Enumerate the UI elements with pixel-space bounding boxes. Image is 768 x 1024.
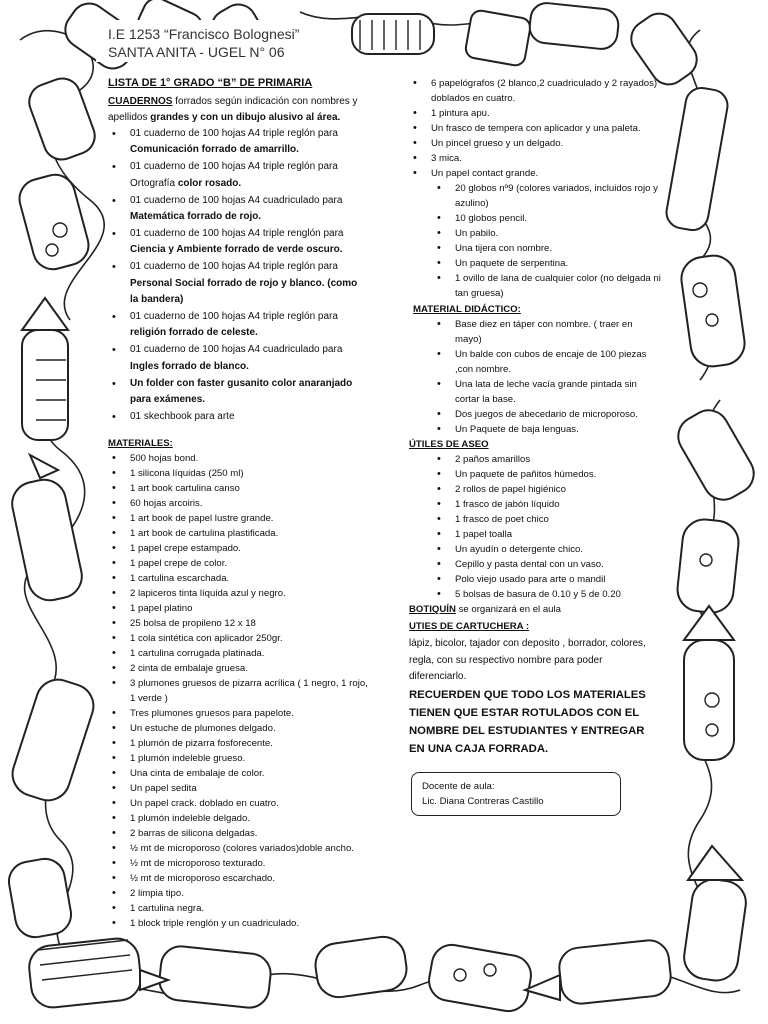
aseo-item: • Cepillo y pasta dental con un vaso.	[409, 557, 661, 572]
supply-item: • Un papel contact grande.	[409, 166, 661, 181]
closing-note: RECUERDEN QUE TODO LOS MATERIALES TIENEN QUE ESTAR ROTULADOS CON EL NOMBRE DEL ESTUDIANTES Y ENTREGAR EN UNA CAJA FORRADA.	[409, 688, 646, 755]
material-item: • 1 cartulina negra.	[108, 901, 368, 916]
supply-subitem: • Un paquete de serpentina.	[409, 256, 661, 271]
cuadernos-intro: CUADERNOS forrados según indicación con nombres y apellidos grandes y con un dibujo alusivo al área.	[108, 96, 358, 123]
material-item: • ½ mt de microporoso (colores variados)doble ancho.	[108, 841, 368, 856]
material-item: • 1 silicona líquidas (250 ml)	[108, 466, 368, 481]
teacher-name: Lic. Diana Contreras Castillo	[422, 795, 544, 807]
material-item: • 1 art book cartulina canso	[108, 481, 368, 496]
supplies-sublist	[409, 181, 661, 301]
material-item: • Un estuche de plumones delgado.	[108, 721, 368, 736]
material-item: • 1 plumón de pizarra fosforecente.	[108, 736, 368, 751]
cuadernos-list	[108, 126, 368, 425]
didactico-item: • Un Paquete de baja lenguas.	[409, 422, 661, 437]
material-item: • 25 bolsa de propileno 12 x 18	[108, 616, 368, 631]
botiquin-note: BOTIQUÍN se organizará en el aula	[409, 604, 561, 615]
material-item: • ½ mt de microporoso texturado.	[108, 856, 368, 871]
supplies-list	[409, 76, 661, 181]
teacher-role: Docente de aula:	[422, 780, 495, 792]
material-item: • 2 barras de silicona delgadas.	[108, 826, 368, 841]
cuaderno-item: • 01 cuaderno de 100 hojas A4 triple reglón para religión forrado de celeste.	[108, 309, 368, 342]
school-name: I.E 1253 “Francisco Bolognesi”	[108, 26, 300, 42]
cartuchera-text: lápiz, bicolor, tajador con deposito , borrador, colores, regla, con su respectivo nombre para poder diferenciarlo.	[409, 638, 646, 682]
aseo-item: • Polo viejo usado para arte o mandil	[409, 572, 661, 587]
material-item: • 1 cola sintética con aplicador 250gr.	[108, 631, 368, 646]
material-item: • 1 block triple renglón y un cuadriculado.	[108, 916, 368, 931]
cuaderno-item: • Un folder con faster gusanito color anaranjado para exámenes.	[108, 376, 368, 409]
left-column	[108, 76, 368, 931]
cuaderno-item: • 01 cuaderno de 100 hojas A4 triple reglón para Personal Social forrado de rojo y blanco. (como la bandera)	[108, 259, 368, 308]
cuadernos-heading: CUADERNOS	[108, 96, 173, 107]
list-title: LISTA DE 1° GRADO “B” DE PRIMARIA	[108, 77, 313, 89]
cuaderno-item: • 01 cuaderno de 100 hojas A4 cuadriculado para Matemática forrado de rojo.	[108, 193, 368, 226]
material-item: • 1 papel crepe estampado.	[108, 541, 368, 556]
material-item: • 1 papel platino	[108, 601, 368, 616]
aseo-item: • 1 frasco de jabón líquido	[409, 497, 661, 512]
material-item: • 2 limpia tipo.	[108, 886, 368, 901]
aseo-item: • 1 frasco de poet chico	[409, 512, 661, 527]
cuaderno-item: • 01 cuaderno de 100 hojas A4 triple reglón para Comunicación forrado de amarrillo.	[108, 126, 368, 159]
supply-item: • Un pincel grueso y un delgado.	[409, 136, 661, 151]
material-item: • 3 plumones gruesos de pizarra acrílica ( 1 negro, 1 rojo, 1 verde )	[108, 676, 368, 706]
material-item: • Una cinta de embalaje de color.	[108, 766, 368, 781]
material-item: • 2 cinta de embalaje gruesa.	[108, 661, 368, 676]
aseo-item: • 5 bolsas de basura de 0.10 y 5 de 0.20	[409, 587, 661, 602]
material-item: • 1 plumón indeleble delgado.	[108, 811, 368, 826]
aseo-heading: ÚTILES DE ASEO	[409, 439, 489, 450]
materiales-heading: MATERIALES:	[108, 437, 173, 449]
cuaderno-item: • 01 skechbook para arte	[108, 409, 368, 425]
material-item: • Un papel crack. doblado en cuatro.	[108, 796, 368, 811]
material-item: • ½ mt de microporoso escarchado.	[108, 871, 368, 886]
aseo-item: • 1 papel toalla	[409, 527, 661, 542]
aseo-item: • 2 rollos de papel higiénico	[409, 482, 661, 497]
material-item: • 60 hojas arcoiris.	[108, 496, 368, 511]
material-item: • 2 lapiceros tinta líquida azul y negro.	[108, 586, 368, 601]
aseo-item: • Un paquete de pañitos húmedos.	[409, 467, 661, 482]
material-item: • 1 art book de cartulina plastificada.	[108, 526, 368, 541]
supply-item: • Un frasco de tempera con aplicador y una paleta.	[409, 121, 661, 136]
material-item: • Tres plumones gruesos para papelote.	[108, 706, 368, 721]
aseo-item: • 2 paños amarillos	[409, 452, 661, 467]
right-column	[409, 76, 661, 816]
didactico-item: • Dos juegos de abecedario de microporoso.	[409, 407, 661, 422]
aseo-item: • Un ayudín o detergente chico.	[409, 542, 661, 557]
supply-subitem: • 10 globos pencil.	[409, 211, 661, 226]
supply-item: • 6 papelógrafos (2 blanco,2 cuadriculado y 2 rayados) doblados en cuatro.	[409, 76, 661, 106]
supply-item: • 3 mica.	[409, 151, 661, 166]
cuaderno-item: • 01 cuaderno de 100 hojas A4 cuadriculado para Ingles forrado de blanco.	[108, 342, 368, 375]
supply-subitem: • Una tijera con nombre.	[409, 241, 661, 256]
material-item: • 1 art book de papel lustre grande.	[108, 511, 368, 526]
supply-subitem: • 20 globos nº9 (colores variados, incluidos rojo y azulino)	[409, 181, 661, 211]
supply-subitem: • 1 ovillo de lana de cualquier color (no delgada ni tan gruesa)	[409, 271, 661, 301]
didactico-list	[409, 317, 661, 437]
material-item: • 1 cartulina corrugada platinada.	[108, 646, 368, 661]
material-item: • 1 papel crepe de color.	[108, 556, 368, 571]
didactico-heading: MATERIAL DIDÁCTICO:	[413, 304, 521, 315]
didactico-item: • Base diez en táper con nombre. ( traer en mayo)	[409, 317, 661, 347]
teacher-box	[411, 772, 621, 816]
materiales-list	[108, 451, 368, 931]
cartuchera-heading: UTIES DE CARTUCHERA :	[409, 621, 530, 632]
didactico-item: • Una lata de leche vacía grande pintada sin cortar la base.	[409, 377, 661, 407]
supply-subitem: • Un pabilo.	[409, 226, 661, 241]
cuaderno-item: • 01 cuaderno de 100 hojas A4 triple reglón para Ortografía color rosado.	[108, 159, 368, 192]
school-location: SANTA ANITA - UGEL N° 06	[108, 44, 285, 60]
material-item: • 1 plumón indeleble grueso.	[108, 751, 368, 766]
material-item: • 500 hojas bond.	[108, 451, 368, 466]
material-item: • 1 cartulina escarchada.	[108, 571, 368, 586]
supply-item: • 1 pintura apu.	[409, 106, 661, 121]
didactico-item: • Un balde con cubos de encaje de 100 piezas ,con nombre.	[409, 347, 661, 377]
cuaderno-item: • 01 cuaderno de 100 hojas A4 triple renglón para Ciencia y Ambiente forrado de verde oscuro.	[108, 226, 368, 259]
aseo-list	[409, 452, 661, 602]
material-item: • Un papel sedita	[108, 781, 368, 796]
